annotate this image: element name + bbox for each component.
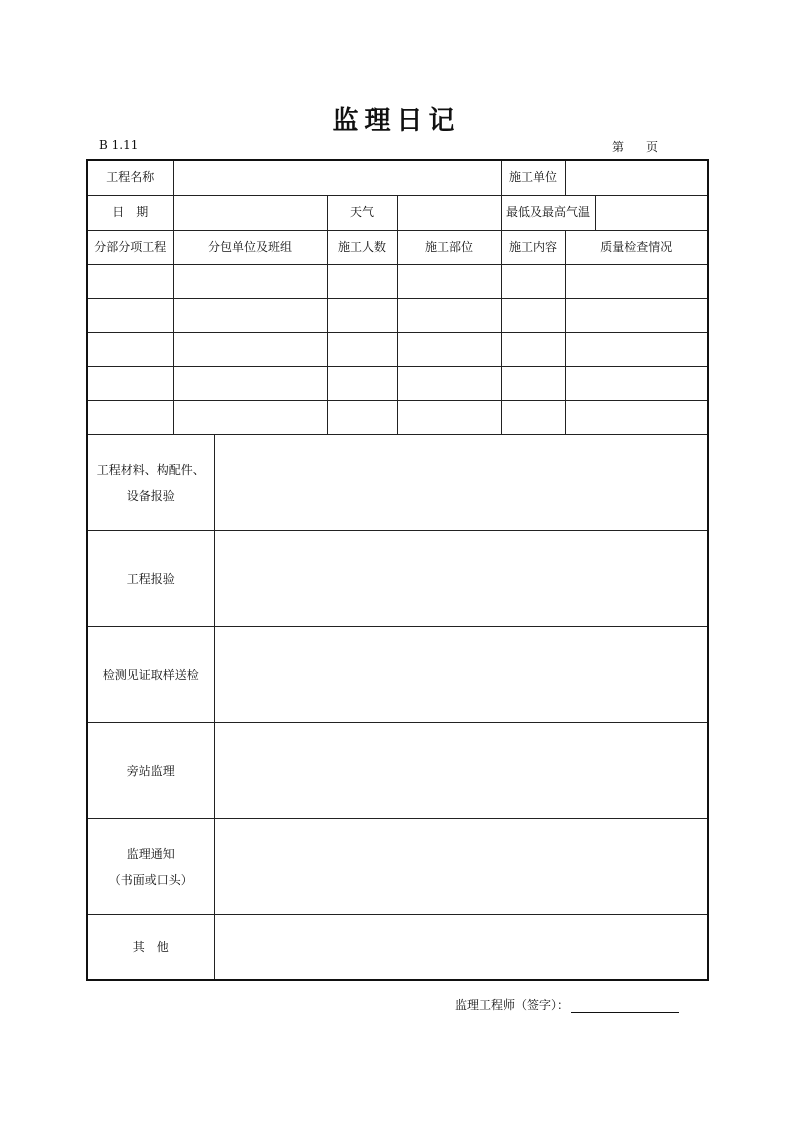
- cell[interactable]: [87, 265, 173, 299]
- signature-area: [455, 996, 679, 1013]
- cell[interactable]: [87, 299, 173, 333]
- section-row: [87, 915, 708, 981]
- cell[interactable]: [565, 367, 708, 401]
- cell[interactable]: [173, 367, 327, 401]
- column-header-row: [87, 231, 708, 265]
- table-row: [87, 333, 708, 367]
- section-field-notice[interactable]: [214, 819, 708, 915]
- cell[interactable]: [327, 333, 397, 367]
- construction-unit-label: 施工单位: [501, 160, 565, 196]
- cell[interactable]: [501, 299, 565, 333]
- section-row: [87, 723, 708, 819]
- section-row: [87, 435, 708, 531]
- section-field-inspection[interactable]: [214, 531, 708, 627]
- section-field-sampling[interactable]: [214, 627, 708, 723]
- temperature-label: 最低及最高气温: [502, 196, 596, 230]
- cell[interactable]: [173, 299, 327, 333]
- section-field-side-station[interactable]: [214, 723, 708, 819]
- cell[interactable]: [397, 401, 501, 435]
- cell[interactable]: [565, 265, 708, 299]
- project-row: [87, 160, 708, 196]
- page-label-suffix: 页: [646, 140, 659, 154]
- section-row: [87, 627, 708, 723]
- cell[interactable]: [565, 299, 708, 333]
- section-label-other: 其 他: [87, 915, 214, 981]
- col-sub-project: 分部分项工程: [87, 231, 173, 265]
- section-field-materials[interactable]: [214, 435, 708, 531]
- form-code: B 1.11: [99, 138, 139, 152]
- table-row: [87, 367, 708, 401]
- section-label-inspection: 工程报验: [87, 531, 214, 627]
- section-label-side-station: 旁站监理: [87, 723, 214, 819]
- date-row: [87, 196, 708, 231]
- project-name-field[interactable]: [173, 160, 501, 196]
- page-number: [612, 138, 658, 155]
- cell[interactable]: [327, 299, 397, 333]
- cell[interactable]: [397, 333, 501, 367]
- construction-unit-field[interactable]: [565, 160, 708, 196]
- section-label-notice: 监理通知 （书面或口头）: [87, 819, 214, 915]
- cell[interactable]: [397, 299, 501, 333]
- table-row: [87, 299, 708, 333]
- cell[interactable]: [501, 265, 565, 299]
- cell[interactable]: [327, 367, 397, 401]
- project-name-label: 工程名称: [87, 160, 173, 196]
- signature-line[interactable]: [571, 998, 679, 1013]
- col-location: 施工部位: [397, 231, 501, 265]
- date-field[interactable]: [173, 196, 327, 231]
- cell[interactable]: [501, 367, 565, 401]
- log-header-table: [86, 159, 709, 435]
- cell[interactable]: [397, 265, 501, 299]
- col-quality: 质量检查情况: [565, 231, 708, 265]
- temperature-field[interactable]: [596, 196, 708, 230]
- cell[interactable]: [327, 401, 397, 435]
- page-label-prefix: 第: [612, 140, 625, 154]
- weather-label: 天气: [327, 196, 397, 231]
- cell[interactable]: [87, 401, 173, 435]
- table-row: [87, 401, 708, 435]
- cell[interactable]: [397, 367, 501, 401]
- cell[interactable]: [501, 401, 565, 435]
- cell[interactable]: [501, 333, 565, 367]
- section-row: [87, 819, 708, 915]
- col-workers: 施工人数: [327, 231, 397, 265]
- cell[interactable]: [87, 333, 173, 367]
- weather-field[interactable]: [397, 196, 501, 231]
- col-content: 施工内容: [501, 231, 565, 265]
- signature-label: 监理工程师（签字）：: [455, 998, 570, 1012]
- cell[interactable]: [327, 265, 397, 299]
- cell[interactable]: [173, 401, 327, 435]
- log-sections-table: [86, 434, 709, 981]
- cell[interactable]: [87, 367, 173, 401]
- cell[interactable]: [173, 333, 327, 367]
- col-subcontractor: 分包单位及班组: [173, 231, 327, 265]
- section-field-other[interactable]: [214, 915, 708, 981]
- section-row: [87, 531, 708, 627]
- section-label-materials: 工程材料、构配件、 设备报验: [87, 435, 214, 531]
- table-row: [87, 265, 708, 299]
- page-title: 监理日记: [332, 106, 461, 136]
- cell[interactable]: [565, 401, 708, 435]
- cell[interactable]: [565, 333, 708, 367]
- section-label-sampling: 检测见证取样送检: [87, 627, 214, 723]
- cell[interactable]: [173, 265, 327, 299]
- date-label: 日 期: [87, 196, 173, 231]
